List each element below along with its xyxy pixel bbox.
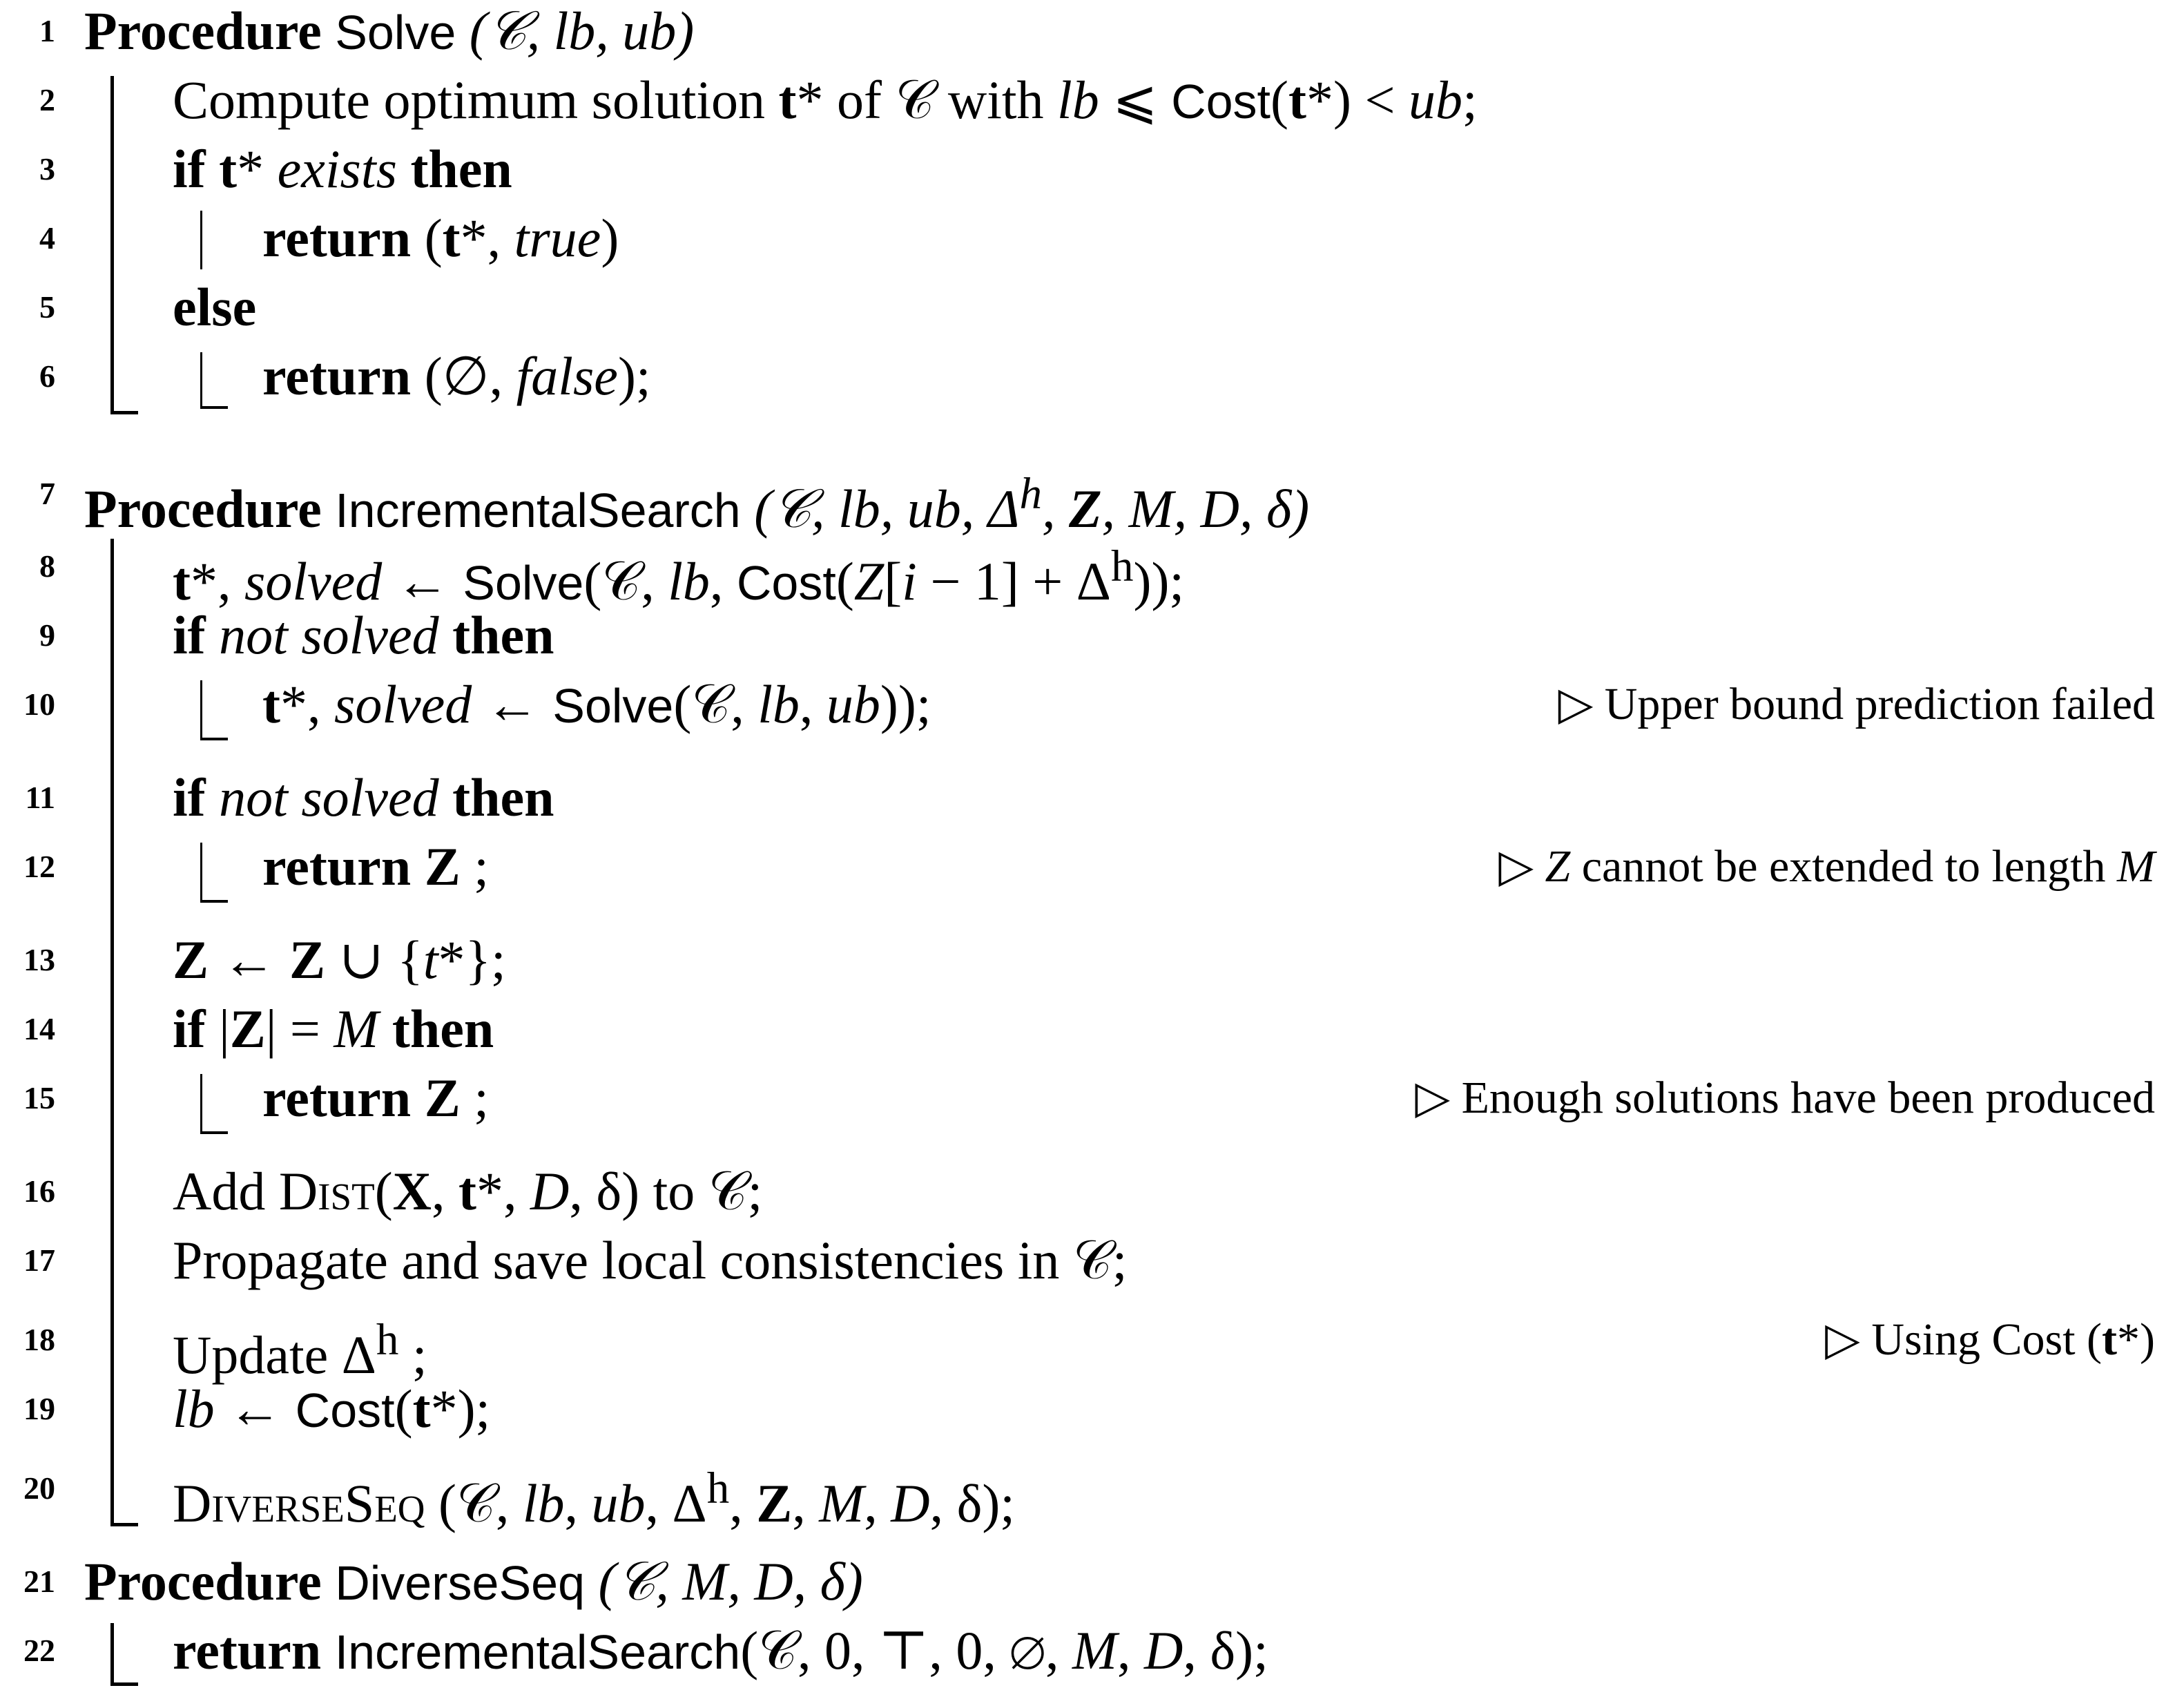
line-number: 17: [23, 1243, 55, 1278]
line-number: 5: [39, 289, 55, 325]
compute-optimum-statement: Compute optimum solution t* of 𝒞 with lb ⩽ Cost(t*) < ub;: [173, 70, 1478, 130]
algo-line-8: [0, 535, 2184, 611]
block-foot-solve: [110, 411, 138, 414]
algo-line-18: [0, 1309, 2184, 1385]
return-true-statement: return (t*, true): [262, 208, 619, 268]
line-number: 1: [39, 13, 55, 48]
return-false-statement: return (∅, false);: [262, 346, 651, 406]
comment-cannot-extend: ▷ Z cannot be extended to length M: [1498, 841, 2155, 892]
algo-line-22: [0, 1620, 2184, 1682]
block-foot-incsearch: [110, 1523, 138, 1526]
line-number: 3: [39, 151, 55, 186]
line-number: 12: [23, 849, 55, 884]
algo-line-13: [0, 929, 2184, 991]
if-size-statement: if |Z| = M then: [173, 999, 494, 1059]
comment-using-cost: ▷ Using Cost (t*): [1825, 1314, 2155, 1365]
line-number: 13: [23, 942, 55, 977]
block-bar-then: [200, 211, 202, 269]
line-number: 21: [23, 1564, 55, 1599]
algo-line-11: [0, 767, 2184, 829]
algo-line-12: [0, 836, 2184, 898]
comment-triangle-icon: ▷: [1415, 1073, 1451, 1123]
algo-line-14: [0, 998, 2184, 1060]
add-dist-statement: Add Dist(X, t*, D, δ) to 𝒞;: [173, 1161, 763, 1221]
line-number: 16: [23, 1173, 55, 1209]
line-number: 10: [23, 687, 55, 722]
line-number: 7: [39, 476, 55, 511]
union-statement: Z ← Z ∪ {t*};: [173, 930, 506, 990]
algo-line-20: [0, 1457, 2184, 1533]
block-foot-diverseseq: [110, 1682, 138, 1686]
algo-line-19: [0, 1378, 2184, 1440]
line-number: 11: [25, 780, 55, 815]
line-number: 19: [23, 1391, 55, 1426]
algo-line-4: [0, 207, 2184, 269]
diverseseq-call-statement: DiverseSeq (𝒞, lb, ub, $\Delta^h$, Z, M, D, δ);: [173, 1464, 1015, 1533]
else-statement: else: [173, 277, 257, 337]
algo-line-7: [0, 463, 2184, 539]
procedure-diverseseq-header: Procedure DiverseSeq (𝒞, M, D, δ): [84, 1551, 863, 1611]
algo-line-2: [0, 69, 2184, 131]
lb-update-statement: lb ← Cost(t*);: [173, 1379, 491, 1439]
block-foot-if2: [200, 900, 228, 903]
algo-line-10: [0, 673, 2184, 736]
algo-line-1: [0, 0, 2184, 62]
line-number: 15: [23, 1080, 55, 1115]
comment-upper-bound-failed: ▷ Upper bound prediction failed: [1558, 679, 2155, 729]
block-foot-else: [200, 406, 228, 409]
algo-line-5: [0, 276, 2184, 338]
procedure-incrementalsearch-header: Procedure IncrementalSearch (𝒞, lb, ub, $\Delta^h$, Z, M, D, δ): [84, 469, 1310, 539]
block-bar-if3: [200, 1074, 202, 1133]
if-not-solved-statement-2: if not solved then: [173, 767, 554, 827]
algo-line-17: [0, 1229, 2184, 1292]
block-bar-incsearch: [110, 539, 114, 1526]
algo-line-3: [0, 138, 2184, 200]
block-bar-if1: [200, 680, 202, 739]
block-bar-diverseseq: [110, 1623, 114, 1685]
comment-triangle-icon: ▷: [1825, 1314, 1860, 1365]
block-foot-if1: [200, 738, 228, 740]
return-z-statement: return Z ;: [262, 836, 489, 896]
comment-enough-solutions: ▷ Enough solutions have been produced: [1415, 1073, 2155, 1123]
line-number: 9: [39, 617, 55, 653]
line-number: 6: [39, 358, 55, 394]
solve-fallback-statement: t*, solved ← Solve(𝒞, lb, ub));: [262, 674, 931, 734]
if-not-solved-statement: if not solved then: [173, 605, 554, 665]
procedure-solve-header: Procedure Solve (𝒞, lb, ub): [84, 1, 695, 61]
comment-triangle-icon: ▷: [1558, 679, 1594, 729]
block-foot-if3: [200, 1131, 228, 1134]
comment-triangle-icon: ▷: [1498, 841, 1534, 892]
algo-line-15: [0, 1067, 2184, 1129]
line-number: 4: [39, 220, 55, 256]
algo-line-6: [0, 345, 2184, 407]
algo-line-21: [0, 1551, 2184, 1613]
algo-line-9: [0, 604, 2184, 666]
algo-line-16: [0, 1160, 2184, 1222]
line-number: 18: [23, 1322, 55, 1357]
line-number: 8: [39, 548, 55, 584]
return-incrementalsearch-statement: return IncrementalSearch(𝒞, 0, ⊤, 0, ∅, M, D, δ);: [173, 1620, 1268, 1680]
block-bar-else: [200, 352, 202, 407]
return-z-statement-2: return Z ;: [262, 1068, 489, 1128]
update-delta-statement: Update $\Delta^h$ ;: [173, 1315, 427, 1385]
solve-with-prediction-statement: t*, solved ← Solve(𝒞, lb, Cost(Z[i − $1] + \Delta^h$));: [173, 541, 1185, 611]
if-exists-statement: if t* exists then: [173, 139, 512, 199]
block-bar-solve: [110, 76, 114, 414]
line-number: 22: [23, 1633, 55, 1668]
line-number: 2: [39, 82, 55, 117]
block-bar-if2: [200, 843, 202, 901]
line-number: 20: [23, 1470, 55, 1506]
propagate-statement: Propagate and save local consistencies in 𝒞;: [173, 1230, 1128, 1290]
line-number: 14: [23, 1011, 55, 1046]
